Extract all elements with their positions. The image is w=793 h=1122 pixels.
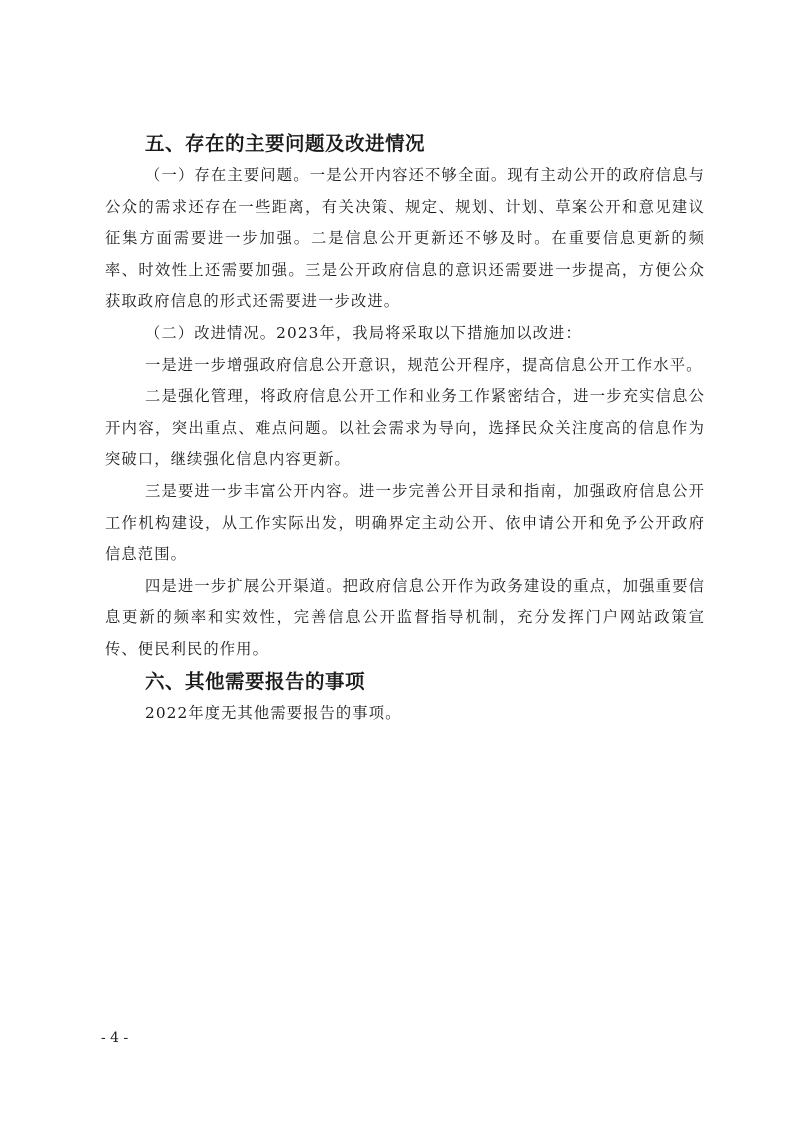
paragraph-other-matters: 2022年度无其他需要报告的事项。 [145, 703, 402, 722]
paragraph-measure-2: 二是强化管理，将政府信息公开工作和业务工作紧密结合，进一步充实信息公开内容，突出重点、难点问题。以社会需求为导向，选择民众关注度高的信息作为突破口，继续强化信息内容更新。 [105, 387, 705, 469]
paragraph-measure-3: 三是要进一步丰富公开内容。进一步完善公开目录和指南，加强政府信息公开工作机构建设，从工作实际出发，明确界定主动公开、依申请公开和免予公开政府信息范围。 [105, 481, 705, 564]
paragraph-measure-4: 四是进一步扩展公开渠道。把政府信息公开作为政务建设的重点，加强重要信息更新的频率和实效性，完善信息公开监督指导机制，充分发挥门户网站政策宣传、便民利民的作用。 [105, 576, 705, 658]
page-content [105, 128, 705, 729]
paragraph-improvement-intro: （二）改进情况。2023年，我局将采取以下措施加以改进： [145, 323, 582, 342]
paragraph-existing-problems: （一）存在主要问题。一是公开内容还不够全面。现有主动公开的政府信息与公众的需求还存在一些距离，有关决策、规定、规划、计划、草案公开和意见建议征集方面需要进一步加强。二是信息公开更新还不够及时。在重要信息更新的频率、时效性上还需要加强。三是公开政府信息的意识还需要进一步提高，方便公众获取政府信息的形式还需要进一步改进。 [105, 166, 705, 311]
paragraph-measure-1: 一是进一步增强政府信息公开意识，规范公开程序，提高信息公开工作水平。 [145, 355, 703, 374]
page-number: - 4 - [101, 1030, 129, 1046]
section-heading-problems: 五、存在的主要问题及改进情况 [145, 132, 426, 155]
section-heading-other-matters: 六、其他需要报告的事项 [145, 669, 366, 693]
